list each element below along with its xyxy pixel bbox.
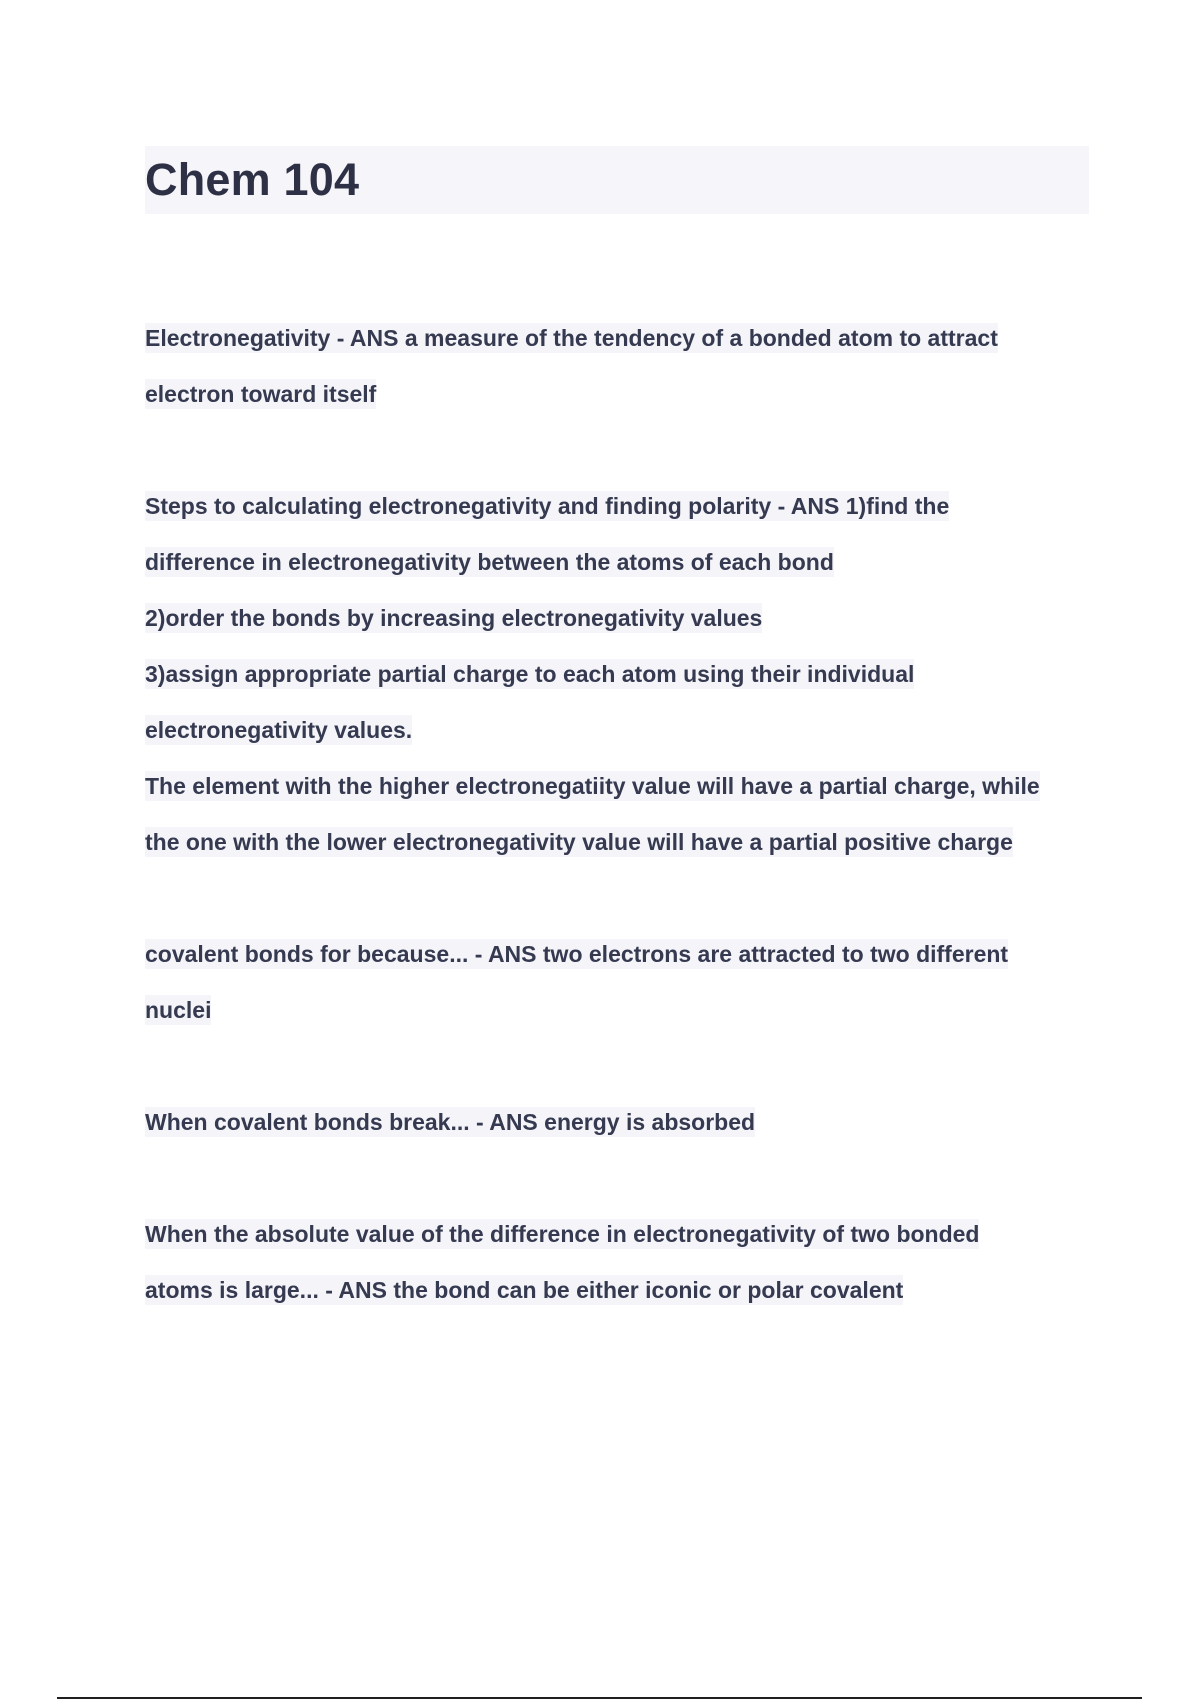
footer-divider (57, 1697, 1142, 1699)
entry-line (145, 310, 1095, 366)
entry-text: difference in electronegativity between the atoms of each bond (145, 549, 834, 575)
entry-gap (145, 870, 1095, 926)
entry-text: When the absolute value of the difference in electronegativity of two bonded (145, 1221, 980, 1247)
flashcard-entry (145, 310, 1095, 422)
entry-line (145, 1206, 1095, 1262)
entry-text: Steps to calculating electronegativity and finding polarity - ANS 1)find the (145, 493, 950, 519)
entry-text: The element with the higher electronegatiity value will have a partial charge, while (145, 773, 1040, 799)
entry-text: covalent bonds for because... - ANS two electrons are attracted to two different (145, 941, 1009, 967)
entry-line (145, 646, 1095, 702)
entry-line (145, 1094, 1095, 1150)
entry-line (145, 814, 1095, 870)
entry-gap (145, 1038, 1095, 1094)
entry-text: 3)assign appropriate partial charge to each atom using their individual (145, 661, 915, 687)
entry-text: When covalent bonds break... - ANS energy is absorbed (145, 1109, 756, 1135)
page-title: Chem 104 (145, 154, 360, 205)
entry-text: atoms is large... - ANS the bond can be either iconic or polar covalent (145, 1277, 904, 1303)
entry-text: the one with the lower electronegativity value will have a partial positive charge (145, 829, 1013, 855)
entry-line (145, 1262, 1095, 1318)
entry-gap (145, 422, 1095, 478)
flashcard-list (145, 310, 1095, 1318)
entry-text: electronegativity values. (145, 717, 413, 743)
entry-line (145, 926, 1095, 982)
entry-line (145, 478, 1095, 534)
flashcard-entry (145, 926, 1095, 1038)
entry-line (145, 534, 1095, 590)
flashcard-entry (145, 1206, 1095, 1318)
entry-text: 2)order the bonds by increasing electronegativity values (145, 605, 763, 631)
flashcard-entry (145, 478, 1095, 870)
entry-line (145, 590, 1095, 646)
entry-line (145, 702, 1095, 758)
flashcard-entry (145, 1094, 1095, 1150)
entry-text: Electronegativity - ANS a measure of the tendency of a bonded atom to attract (145, 325, 998, 351)
entry-text: nuclei (145, 997, 212, 1023)
entry-gap (145, 1150, 1095, 1206)
entry-line (145, 758, 1095, 814)
entry-text: electron toward itself (145, 381, 377, 407)
entry-line (145, 982, 1095, 1038)
entry-line (145, 366, 1095, 422)
